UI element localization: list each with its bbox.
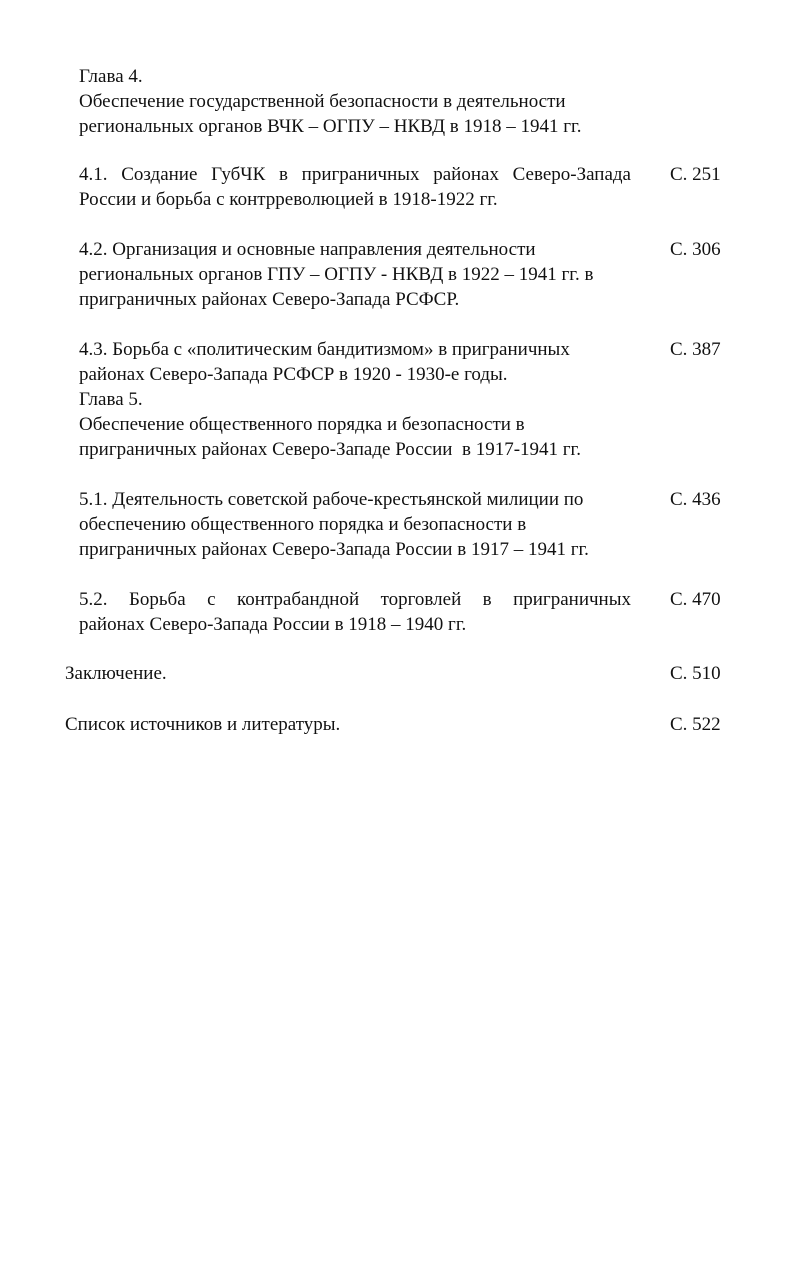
toc-entry-5-1-page: С. 436 [670, 489, 721, 510]
chapter-5-title-line-1: Обеспечение общественного порядка и безопасности в [79, 414, 525, 435]
toc-entry-5-2-line-1: 5.2. Борьба с контрабандной торговлей в приграничных [79, 589, 631, 610]
toc-conclusion-page: С. 510 [670, 663, 721, 684]
toc-entry-4-1-line-1: 4.1. Создание ГубЧК в приграничных районах Северо-Запада [79, 164, 631, 185]
toc-entry-5-2-line-2: районах Северо-Запада России в 1918 – 1940 гг. [79, 614, 467, 635]
toc-entry-4-2-line-3: приграничных районах Северо-Запада РСФСР. [79, 289, 460, 310]
toc-entry-4-1-line-2: России и борьба с контрреволюцией в 1918-1922 гг. [79, 189, 498, 210]
toc-entry-4-2 [79, 237, 631, 312]
chapter-5-title-line-2: приграничных районах Северо-Западе России в 1917-1941 гг. [79, 439, 581, 460]
toc-conclusion: Заключение. [65, 663, 167, 684]
chapter-4-heading: Глава 4. [79, 66, 143, 87]
toc-entry-5-2-page: С. 470 [670, 589, 721, 610]
toc-sources: Список источников и литературы. [65, 714, 341, 735]
toc-entry-4-1 [79, 162, 631, 212]
toc-entry-4-3-page: С. 387 [670, 339, 721, 360]
toc-entry-5-1-line-1: 5.1. Деятельность советской рабоче-крестьянской милиции по [79, 489, 584, 510]
toc-entry-4-3-line-2: районах Северо-Запада РСФСР в 1920 - 1930-е годы. [79, 364, 508, 385]
toc-entry-4-2-line-2: региональных органов ГПУ – ОГПУ - НКВД в 1922 – 1941 гг. в [79, 264, 594, 285]
chapter-5-heading: Глава 5. [79, 389, 143, 410]
toc-entry-4-1-page: С. 251 [670, 164, 721, 185]
chapter-4-title-line-2: региональных органов ВЧК – ОГПУ – НКВД в 1918 – 1941 гг. [79, 116, 582, 137]
toc-entry-5-1-line-3: приграничных районах Северо-Запада России в 1917 – 1941 гг. [79, 539, 589, 560]
toc-entry-4-2-page: С. 306 [670, 239, 721, 260]
toc-sources-page: С. 522 [670, 714, 721, 735]
toc-entry-4-3-line-1: 4.3. Борьба с «политическим бандитизмом» в приграничных [79, 339, 570, 360]
toc-entry-4-3 [79, 337, 631, 462]
toc-entry-4-2-line-1: 4.2. Организация и основные направления деятельности [79, 239, 536, 260]
toc-entry-5-2 [79, 587, 631, 637]
toc-entry-5-1-line-2: обеспечению общественного порядка и безопасности в [79, 514, 527, 535]
chapter-4-title-line-1: Обеспечение государственной безопасности в деятельности [79, 91, 566, 112]
chapter-4-heading-block [79, 64, 679, 139]
toc-entry-5-1 [79, 487, 631, 562]
